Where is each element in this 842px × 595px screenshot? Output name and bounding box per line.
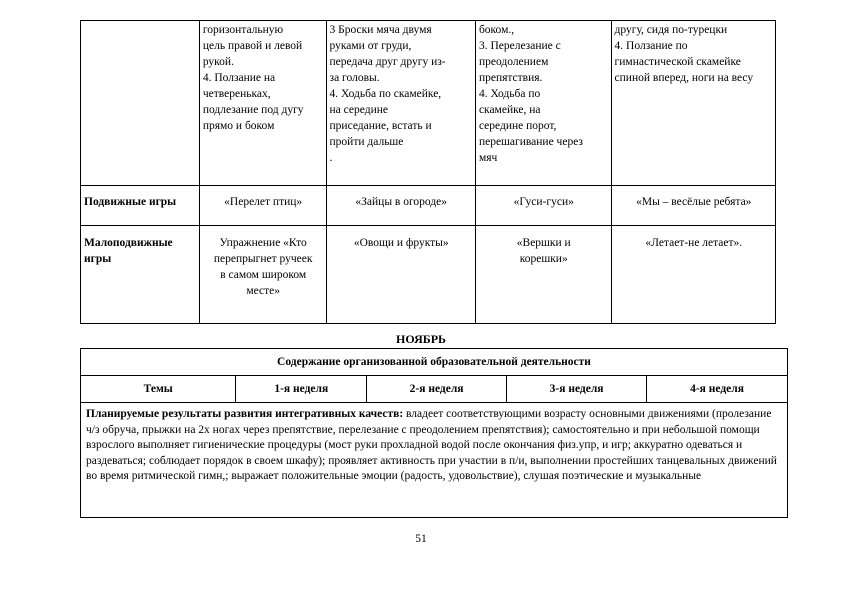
- november-table: [80, 348, 788, 518]
- column-header-week3: 3-я неделя: [507, 376, 647, 403]
- planned-results-label: Планируемые результаты развития интегративных качеств:: [86, 408, 404, 420]
- table-row: [81, 226, 776, 324]
- table-row: [81, 21, 776, 186]
- week4-cell: «Летает-не летает».: [611, 226, 775, 324]
- section-header: Содержание организованной образовательной деятельности: [81, 349, 788, 376]
- row-label: Малоподвижные игры: [81, 226, 200, 324]
- week3-cell: «Вершки и корешки»: [475, 226, 611, 324]
- week2-cell: 3 Броски мяча двумя руками от груди, передача друг другу из- за головы. 4. Ходьба по скамейке, на середине приседание, встать и пройти дальше .: [326, 21, 475, 186]
- week1-cell: «Перелет птиц»: [199, 186, 326, 226]
- row-label: Подвижные игры: [81, 186, 200, 226]
- week3-cell: боком., 3. Перелезание с преодолением препятствия. 4. Ходьба по скамейке, на середине порот, перешагивание через мяч: [475, 21, 611, 186]
- column-header-week2: 2-я неделя: [367, 376, 507, 403]
- column-header-week1: 1-я неделя: [236, 376, 367, 403]
- column-header-row: [81, 376, 788, 403]
- page-number: 51: [415, 533, 427, 545]
- table-row: [81, 186, 776, 226]
- month-title: НОЯБРЬ: [396, 332, 446, 346]
- week1-cell: Упражнение «Кто перепрыгнет ручеек в самом широком месте»: [199, 226, 326, 324]
- week4-cell: «Мы – весёлые ребята»: [611, 186, 775, 226]
- week2-cell: «Зайцы в огороде»: [326, 186, 475, 226]
- table-row: [81, 403, 788, 518]
- week3-cell: «Гуси-гуси»: [475, 186, 611, 226]
- planned-results-cell: [81, 403, 788, 518]
- week1-cell: горизонтальную цель правой и левой рукой. 4. Ползание на четвереньках, подлезание под дугу прямо и боком: [199, 21, 326, 186]
- week4-cell: другу, сидя по-турецки 4. Ползание по гимнастической скамейке спиной вперед, ноги на весу: [611, 21, 775, 186]
- activities-table: [80, 20, 776, 324]
- column-header-themes: Темы: [81, 376, 236, 403]
- week2-cell: «Овощи и фрукты»: [326, 226, 475, 324]
- planned-results-text: владеет соответствующими возрасту основными движениями (пролезание ч/з обруча, прыжки на 2х ногах через препятствие, перелезание с преодолением препятствия); самостоятельно и при небольшой помощи взрослого выполняет гигиенические процедуры (мост руки прохладной водой после окончания физ.упр, и игр; аккуратно одеваться и раздеваться; соблюдает порядок в своем шкафу); проявляет активность при участии в п/и, выполнении простейших танцевальных движений во время ритмической гимн,; выражает положительные эмоции (радость, удовольствие), слушая поэтические и музыкальные: [86, 408, 777, 482]
- table-header-row: [81, 349, 788, 376]
- row-label: [81, 21, 200, 186]
- column-header-week4: 4-я неделя: [647, 376, 788, 403]
